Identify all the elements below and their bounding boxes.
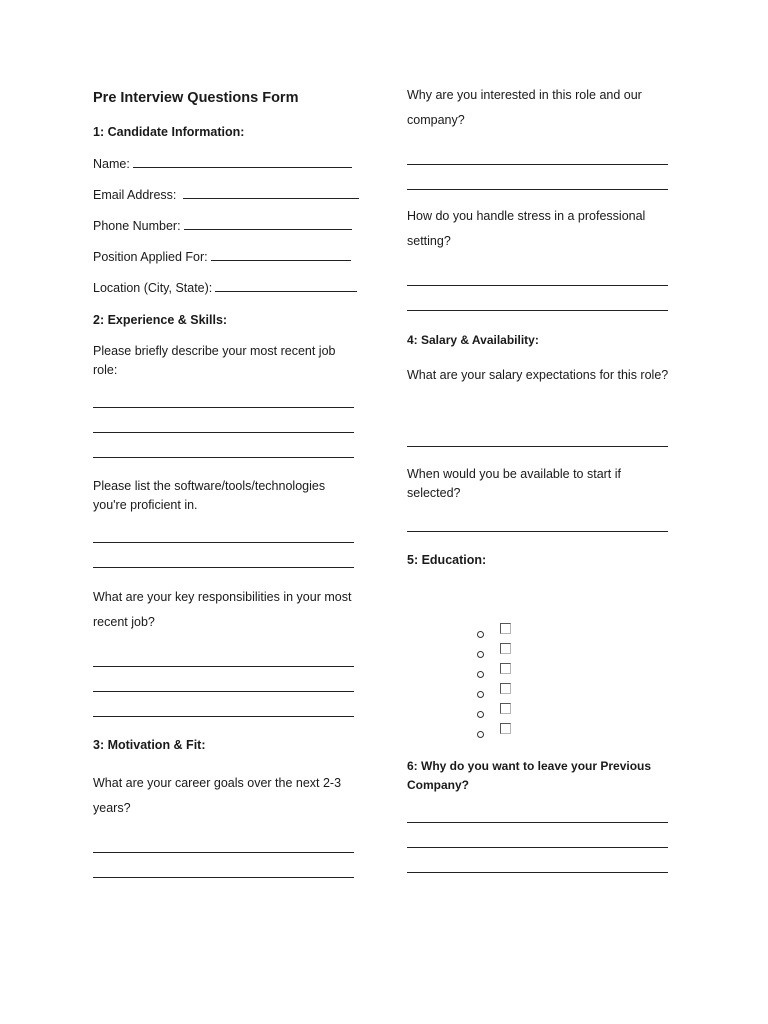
answer-line[interactable] (93, 567, 354, 568)
answer-line[interactable] (407, 310, 668, 311)
bullet-icon (477, 651, 484, 658)
question-start-availability: When would you be available to start if selected? (407, 467, 622, 500)
question-recent-job-role: Please briefly describe your most recent job role: (93, 344, 336, 377)
position-row (93, 250, 351, 264)
education-option-checkbox[interactable] (500, 643, 511, 654)
section-heading-education: 5: Education: (407, 553, 487, 567)
answer-line[interactable] (93, 457, 354, 458)
section-heading-reason-for-leaving: 6: Why do you want to leave your Previous Company? (407, 759, 652, 792)
section-heading-candidate-information: 1: Candidate Information: (93, 125, 245, 139)
answer-line[interactable] (93, 716, 354, 717)
answer-line[interactable] (93, 852, 354, 853)
answer-line[interactable] (407, 446, 668, 447)
answer-line[interactable] (407, 164, 668, 165)
education-option-checkbox[interactable] (500, 723, 511, 734)
answer-line[interactable] (407, 285, 668, 286)
answer-line[interactable] (407, 822, 668, 823)
form-title: Pre Interview Questions Form (93, 90, 299, 106)
question-key-responsibilities: What are your key responsibilities in your most recent job? (93, 590, 352, 629)
location-label: Location (City, State): (93, 281, 213, 295)
education-option-checkbox[interactable] (500, 663, 511, 674)
answer-line[interactable] (407, 189, 668, 190)
bullet-icon (477, 711, 484, 718)
question-career-goals: What are your career goals over the next 2-3 years? (93, 776, 342, 815)
answer-line[interactable] (407, 847, 668, 848)
phone-label: Phone Number: (93, 219, 181, 233)
answer-line[interactable] (93, 432, 354, 433)
education-option-checkbox[interactable] (500, 623, 511, 634)
email-field[interactable] (183, 188, 359, 199)
question-interest-in-role: Why are you interested in this role and our company? (407, 88, 642, 127)
email-row (93, 188, 359, 202)
question-software-tools: Please list the software/tools/technologies you're proficient in. (93, 479, 326, 512)
section-heading-experience-skills: 2: Experience & Skills: (93, 313, 228, 327)
answer-line[interactable] (93, 407, 354, 408)
question-handle-stress: How do you handle stress in a professional setting? (407, 209, 646, 248)
phone-field[interactable] (184, 219, 352, 230)
answer-line[interactable] (407, 872, 668, 873)
section-heading-salary-availability: 4: Salary & Availability: (407, 333, 539, 347)
bullet-icon (477, 631, 484, 638)
name-field[interactable] (133, 157, 352, 168)
location-field[interactable] (215, 281, 357, 292)
bullet-icon (477, 691, 484, 698)
position-label: Position Applied For: (93, 250, 208, 264)
email-label: Email Address: (93, 188, 177, 202)
name-row (93, 157, 352, 171)
name-label: Name: (93, 157, 130, 171)
phone-row (93, 219, 352, 233)
education-option-checkbox[interactable] (500, 703, 511, 714)
answer-line[interactable] (93, 666, 354, 667)
answer-line[interactable] (93, 542, 354, 543)
education-option-checkbox[interactable] (500, 683, 511, 694)
answer-line[interactable] (407, 531, 668, 532)
answer-line[interactable] (93, 877, 354, 878)
answer-line[interactable] (93, 691, 354, 692)
question-salary-expectations: What are your salary expectations for this role? (407, 368, 669, 382)
position-field[interactable] (211, 250, 351, 261)
location-row (93, 281, 357, 295)
bullet-icon (477, 671, 484, 678)
section-heading-motivation-fit: 3: Motivation & Fit: (93, 738, 206, 752)
bullet-icon (477, 731, 484, 738)
